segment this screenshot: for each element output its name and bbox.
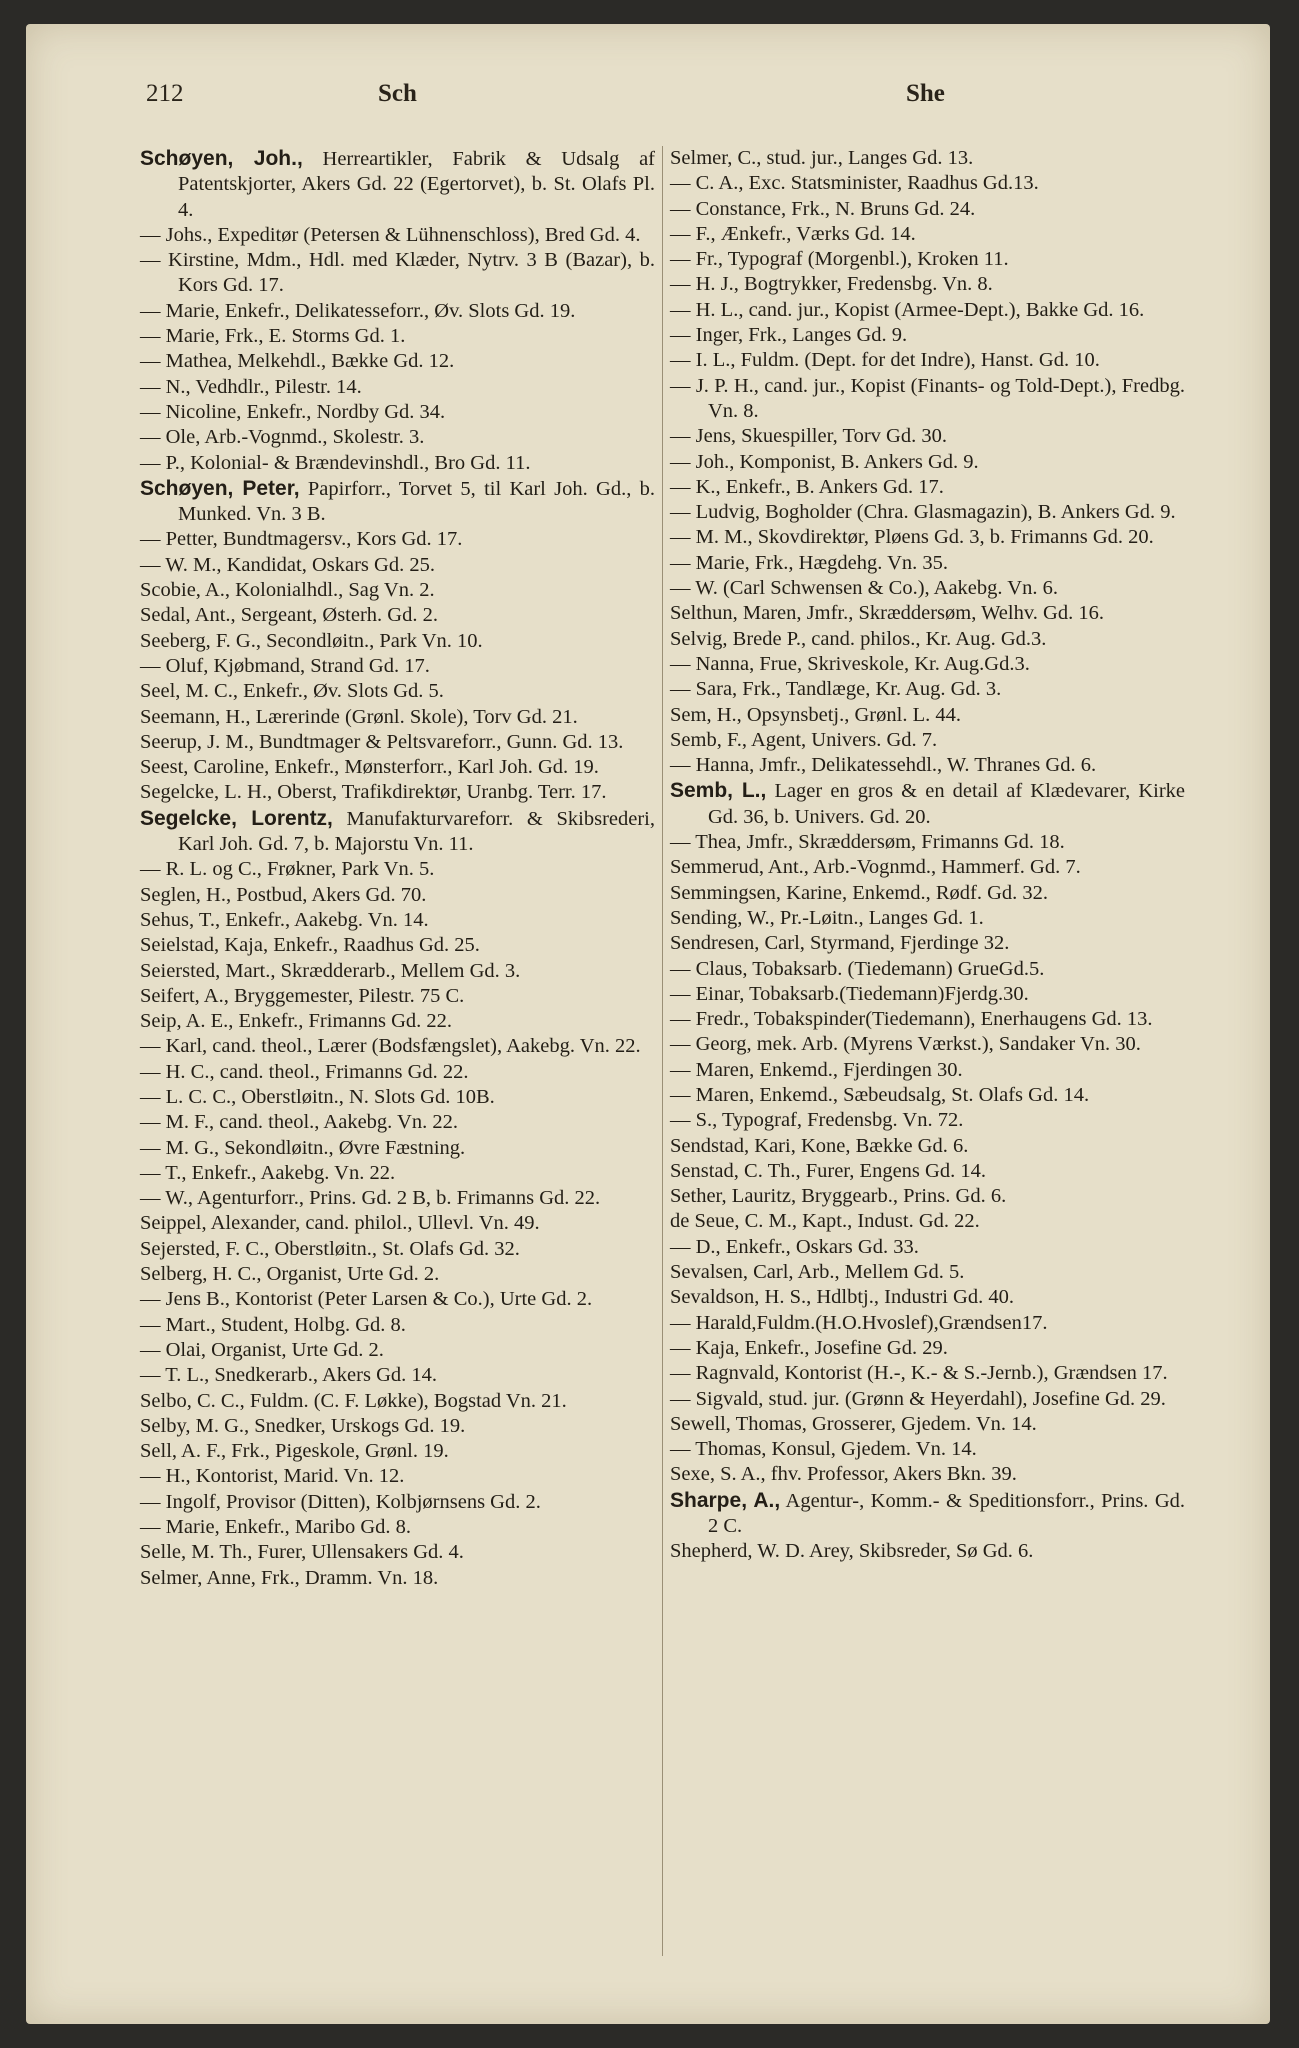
directory-entry bbox=[670, 1108, 1185, 1133]
entry-bold-name: Schøyen, Peter, bbox=[140, 476, 300, 500]
entry-text: — Einar, Tobaksarb.(Tiedemann)Fjerdg.30. bbox=[670, 982, 1029, 1005]
directory-entry bbox=[670, 1083, 1185, 1108]
directory-entry bbox=[140, 1515, 655, 1540]
entry-text: Seippel, Alexander, cand. philol., Ullevl. Vn. 49. bbox=[140, 1212, 540, 1235]
directory-entry bbox=[670, 247, 1185, 272]
entry-text: — M. G., Sekondløitn., Øvre Fæstning. bbox=[140, 1136, 466, 1159]
entry-text: — W. M., Kandidat, Oskars Gd. 25. bbox=[140, 553, 435, 576]
entry-text: — Mathea, Melkehdl., Bække Gd. 12. bbox=[140, 350, 455, 373]
entry-text: — Oluf, Kjøbmand, Strand Gd. 17. bbox=[140, 654, 430, 677]
entry-bold-name: Schøyen, Joh., bbox=[140, 147, 303, 170]
entry-text: Lager en gros & en detail af Klædevarer, Kirke Gd. 36, b. Univers. Gd. 20. bbox=[708, 780, 1186, 828]
entry-text: — C. A., Exc. Statsminister, Raadhus Gd.13. bbox=[670, 172, 1039, 195]
directory-entry bbox=[670, 323, 1185, 348]
entry-text: Selthun, Maren, Jmfr., Skræddersøm, Welhv. Gd. 16. bbox=[670, 602, 1104, 625]
entry-text: — J. P. H., cand. jur., Kopist (Finants- og Told-Dept.), Fredbg. Vn. 8. bbox=[670, 374, 1185, 422]
directory-entry bbox=[140, 324, 655, 349]
directory-entry bbox=[670, 778, 1185, 830]
entry-text: — Fr., Typograf (Morgenbl.), Kroken 11. bbox=[670, 248, 1009, 271]
entry-text: Sendresen, Carl, Styrmand, Fjerdinge 32. bbox=[670, 932, 1010, 955]
directory-entry bbox=[670, 753, 1185, 778]
directory-entry bbox=[670, 703, 1185, 728]
directory-entry bbox=[140, 1490, 655, 1515]
directory-entry bbox=[140, 400, 655, 425]
entry-text: — M. M., Skovdirektør, Pløens Gd. 3, b. Frimanns Gd. 20. bbox=[670, 526, 1154, 549]
directory-entry bbox=[140, 806, 655, 858]
directory-entry bbox=[140, 223, 655, 248]
entry-text: Papirforr., Torvet 5, til Karl Joh. Gd., b. Munked. Vn. 3 B. bbox=[178, 477, 656, 526]
entry-text: Selby, M. G., Snedker, Urskogs Gd. 19. bbox=[140, 1414, 466, 1437]
entry-text: — S., Typograf, Fredensbg. Vn. 72. bbox=[670, 1109, 964, 1132]
entry-text: — Sigvald, stud. jur. (Grønn & Heyerdahl), Josefine Gd. 29. bbox=[670, 1387, 1166, 1410]
directory-entry bbox=[670, 1209, 1185, 1234]
directory-entry bbox=[670, 348, 1185, 373]
entry-text: — Thomas, Konsul, Gjedem. Vn. 14. bbox=[670, 1438, 977, 1461]
entry-text: Seemann, H., Lærerinde (Grønl. Skole), Torv Gd. 21. bbox=[140, 705, 578, 728]
entry-text: — Karl, cand. theol., Lærer (Bodsfængslet), Aakebg. Vn. 22. bbox=[140, 1035, 641, 1058]
entry-text: — Jens B., Kontorist (Peter Larsen & Co.), Urte Gd. 2. bbox=[140, 1288, 593, 1311]
directory-entry bbox=[140, 476, 655, 528]
directory-entry bbox=[140, 780, 655, 805]
directory-entry bbox=[670, 525, 1185, 550]
directory-entry bbox=[670, 1437, 1185, 1462]
entry-text: — Ragnvald, Kontorist (H.-, K.- & S.-Jernb.), Grændsen 17. bbox=[670, 1362, 1168, 1385]
directory-entry bbox=[140, 1338, 655, 1363]
entry-text: Sevaldson, H. S., Hdlbtj., Industri Gd. 40. bbox=[670, 1286, 1014, 1309]
directory-entry bbox=[140, 908, 655, 933]
directory-entry bbox=[670, 1539, 1185, 1564]
directory-entry bbox=[670, 576, 1185, 601]
entry-text: — W. (Carl Schwensen & Co.), Aakebg. Vn. 6. bbox=[670, 577, 1058, 600]
entry-text: Sexe, S. A., fhv. Professor, Akers Bkn. 39. bbox=[670, 1463, 1017, 1486]
entry-text: — Marie, Enkefr., Delikatesseforr., Øv. Slots Gd. 19. bbox=[140, 299, 576, 322]
directory-entry bbox=[140, 883, 655, 908]
directory-entry bbox=[140, 1389, 655, 1414]
directory-entry bbox=[670, 171, 1185, 196]
page-number: 212 bbox=[146, 80, 184, 107]
right-column bbox=[670, 146, 1185, 1565]
directory-entry bbox=[670, 1336, 1185, 1361]
directory-entry bbox=[140, 1464, 655, 1489]
directory-entry bbox=[140, 527, 655, 552]
directory-entry bbox=[670, 374, 1185, 425]
entry-text: — H., Kontorist, Marid. Vn. 12. bbox=[140, 1465, 405, 1488]
entry-text: — Thea, Jmfr., Skræddersøm, Frimanns Gd. 18. bbox=[670, 831, 1065, 854]
entry-bold-name: Semb, L., bbox=[670, 779, 767, 803]
entry-text: — T., Enkefr., Aakebg. Vn. 22. bbox=[140, 1161, 396, 1184]
entry-text: Agentur-, Komm.- & Speditionsforr., Prins. Gd. 2 C. bbox=[708, 1489, 1186, 1538]
directory-entry bbox=[140, 933, 655, 958]
entry-text: — Sara, Frk., Tandlæge, Kr. Aug. Gd. 3. bbox=[670, 678, 1002, 701]
column-divider bbox=[662, 146, 663, 1956]
entry-text: — H. C., cand. theol., Frimanns Gd. 22. bbox=[140, 1060, 469, 1083]
entry-text: — Nicoline, Enkefr., Nordby Gd. 34. bbox=[140, 400, 446, 423]
entry-text: Herreartikler, Fabrik & Udsalg af Patentskjorter, Akers Gd. 22 (Egertorvet), b. St. Olafs Pl. 4. bbox=[178, 148, 655, 221]
entry-text: Senstad, C. Th., Furer, Engens Gd. 14. bbox=[670, 1159, 986, 1182]
entry-text: — M. F., cand. theol., Aakebg. Vn. 22. bbox=[140, 1111, 458, 1134]
entry-text: — Ingolf, Provisor (Ditten), Kolbjørnsens Gd. 2. bbox=[140, 1490, 541, 1513]
entry-text: — Maren, Enkemd., Sæbeudsalg, St. Olafs Gd. 14. bbox=[670, 1083, 1090, 1106]
entry-text: — Olai, Organist, Urte Gd. 2. bbox=[140, 1338, 384, 1361]
directory-entry bbox=[140, 1136, 655, 1161]
entry-text: — Marie, Frk., E. Storms Gd. 1. bbox=[140, 325, 406, 348]
entry-text: Semmingsen, Karine, Enkemd., Rødf. Gd. 32. bbox=[670, 881, 1049, 904]
entry-text: — F., Ænkefr., Værks Gd. 14. bbox=[670, 222, 916, 245]
directory-entry bbox=[670, 1285, 1185, 1310]
entry-text: Selle, M. Th., Furer, Ullensakers Gd. 4. bbox=[140, 1541, 464, 1564]
entry-text: Seest, Caroline, Enkefr., Mønsterforr., Karl Joh. Gd. 19. bbox=[140, 756, 599, 779]
directory-entry bbox=[140, 146, 655, 223]
entry-text: — I. L., Fuldm. (Dept. for det Indre), Hanst. Gd. 10. bbox=[670, 349, 1100, 372]
directory-entry bbox=[140, 349, 655, 374]
entry-text: — Mart., Student, Holbg. Gd. 8. bbox=[140, 1313, 406, 1336]
directory-entry bbox=[140, 603, 655, 628]
entry-text: — P., Kolonial- & Brændevinshdl., Bro Gd. 11. bbox=[140, 451, 531, 474]
directory-entry bbox=[140, 578, 655, 603]
entry-text: — Ole, Arb.-Vognmd., Skolestr. 3. bbox=[140, 426, 425, 449]
entry-text: Seiersted, Mart., Skrædderarb., Mellem Gd. 3. bbox=[140, 959, 521, 982]
entry-text: — H. L., cand. jur., Kopist (Armee-Dept.), Bakke Gd. 16. bbox=[670, 298, 1145, 321]
directory-entry bbox=[670, 1260, 1185, 1285]
entry-text: — Hanna, Jmfr., Delikatessehdl., W. Thranes Gd. 6. bbox=[670, 754, 1097, 777]
entry-text: Seel, M. C., Enkefr., Øv. Slots Gd. 5. bbox=[140, 680, 444, 703]
directory-entry bbox=[140, 1161, 655, 1186]
entry-text: — Kaja, Enkefr., Josefine Gd. 29. bbox=[670, 1336, 948, 1359]
entry-text: Sehus, T., Enkefr., Aakebg. Vn. 14. bbox=[140, 908, 429, 931]
directory-entry bbox=[670, 627, 1185, 652]
directory-entry bbox=[670, 298, 1185, 323]
directory-entry bbox=[140, 1414, 655, 1439]
entry-text: Seielstad, Kaja, Enkefr., Raadhus Gd. 25. bbox=[140, 934, 480, 957]
entry-text: Selmer, Anne, Frk., Dramm. Vn. 18. bbox=[140, 1566, 439, 1589]
directory-entry bbox=[670, 197, 1185, 222]
entry-text: Semmerud, Ant., Arb.-Vognmd., Hammerf. Gd. 7. bbox=[670, 856, 1081, 879]
directory-entry bbox=[670, 957, 1185, 982]
entry-text: — Nanna, Frue, Skriveskole, Kr. Aug.Gd.3. bbox=[670, 652, 1030, 675]
entry-text: — W., Agenturforr., Prins. Gd. 2 B, b. Frimanns Gd. 22. bbox=[140, 1187, 601, 1210]
entry-text: Sell, A. F., Frk., Pigeskole, Grønl. 19. bbox=[140, 1440, 449, 1463]
entry-text: — Ludvig, Bogholder (Chra. Glasmagazin), B. Ankers Gd. 9. bbox=[670, 501, 1176, 524]
entry-text: Segelcke, L. H., Oberst, Trafikdirektør, Uranbg. Terr. 17. bbox=[140, 781, 607, 804]
directory-entry bbox=[140, 1110, 655, 1135]
entry-text: — Jens, Skuespiller, Torv Gd. 30. bbox=[670, 425, 947, 448]
entry-text: Seeberg, F. G., Secondløitn., Park Vn. 10. bbox=[140, 629, 483, 652]
directory-entry bbox=[140, 248, 655, 299]
directory-entry bbox=[140, 375, 655, 400]
entry-bold-name: Sharpe, A., bbox=[670, 1488, 781, 1512]
directory-entry bbox=[670, 1412, 1185, 1437]
directory-entry bbox=[140, 654, 655, 679]
directory-entry bbox=[140, 1439, 655, 1464]
directory-entry bbox=[140, 451, 655, 476]
directory-entry bbox=[140, 1009, 655, 1034]
directory-entry bbox=[670, 1387, 1185, 1412]
entry-text: — Inger, Frk., Langes Gd. 9. bbox=[670, 324, 908, 347]
directory-entry bbox=[670, 1488, 1185, 1540]
directory-entry bbox=[670, 1361, 1185, 1386]
entry-text: Sether, Lauritz, Bryggearb., Prins. Gd. 6. bbox=[670, 1185, 1007, 1208]
entry-text: Selmer, C., stud. jur., Langes Gd. 13. bbox=[670, 147, 974, 169]
entry-text: Manufakturvareforr. & Skibsrederi, Karl Joh. Gd. 7, b. Majorstu Vn. 11. bbox=[178, 807, 655, 856]
directory-entry bbox=[670, 1007, 1185, 1032]
entry-text: Sendstad, Kari, Kone, Bække Gd. 6. bbox=[670, 1134, 969, 1157]
directory-entry bbox=[140, 1540, 655, 1565]
directory-entry bbox=[670, 450, 1185, 475]
directory-entry bbox=[670, 931, 1185, 956]
entry-text: Sem, H., Opsynsbetj., Grønl. L. 44. bbox=[670, 703, 961, 726]
entry-text: Seifert, A., Bryggemester, Pilestr. 75 C. bbox=[140, 984, 465, 1007]
entry-text: Sewell, Thomas, Grosserer, Gjedem. Vn. 14. bbox=[670, 1412, 1037, 1435]
directory-entry bbox=[140, 1085, 655, 1110]
directory-entry bbox=[670, 1159, 1185, 1184]
directory-entry bbox=[670, 652, 1185, 677]
directory-entry bbox=[670, 551, 1185, 576]
entry-text: Sejersted, F. C., Oberstløitn., St. Olafs Gd. 32. bbox=[140, 1237, 520, 1260]
entry-text: — D., Enkefr., Oskars Gd. 33. bbox=[670, 1235, 919, 1258]
directory-entry bbox=[670, 1235, 1185, 1260]
left-column bbox=[140, 146, 655, 1591]
directory-entry bbox=[670, 272, 1185, 297]
directory-entry bbox=[140, 705, 655, 730]
page-header bbox=[26, 80, 1270, 114]
entry-text: — Harald,Fuldm.(H.O.Hvoslef),Grændsen17. bbox=[670, 1311, 1048, 1334]
entry-text: — T. L., Snedkerarb., Akers Gd. 14. bbox=[140, 1364, 438, 1387]
entry-text: Sevalsen, Carl, Arb., Mellem Gd. 5. bbox=[670, 1261, 965, 1284]
directory-entry bbox=[670, 728, 1185, 753]
entry-text: Selvig, Brede P., cand. philos., Kr. Aug. Gd.3. bbox=[670, 627, 1047, 650]
entry-text: — N., Vedhdlr., Pilestr. 14. bbox=[140, 375, 362, 398]
entry-text: Seglen, H., Postbud, Akers Gd. 70. bbox=[140, 883, 427, 906]
directory-entry bbox=[140, 730, 655, 755]
directory-entry bbox=[140, 1313, 655, 1338]
entry-text: Selbo, C. C., Fuldm. (C. F. Løkke), Bogstad Vn. 21. bbox=[140, 1389, 567, 1412]
entry-text: Selberg, H. C., Organist, Urte Gd. 2. bbox=[140, 1263, 440, 1286]
entry-text: Sedal, Ant., Sergeant, Østerh. Gd. 2. bbox=[140, 604, 438, 627]
directory-entry bbox=[670, 424, 1185, 449]
entry-text: — Petter, Bundtmagersv., Kors Gd. 17. bbox=[140, 528, 463, 551]
directory-entry bbox=[140, 1186, 655, 1211]
directory-entry bbox=[140, 299, 655, 324]
directory-entry bbox=[670, 881, 1185, 906]
entry-text: — Marie, Frk., Hægdehg. Vn. 35. bbox=[670, 551, 949, 574]
entry-text: — Kirstine, Mdm., Hdl. med Klæder, Nytrv. 3 B (Bazar), b. Kors Gd. 17. bbox=[140, 249, 655, 297]
left-guide-word: Sch bbox=[378, 80, 417, 107]
directory-entry bbox=[140, 984, 655, 1009]
directory-entry bbox=[670, 1462, 1185, 1487]
directory-entry bbox=[670, 1032, 1185, 1057]
entry-text: Sending, W., Pr.-Løitn., Langes Gd. 1. bbox=[670, 906, 984, 929]
directory-entry bbox=[670, 830, 1185, 855]
directory-entry bbox=[140, 1034, 655, 1059]
entry-text: Shepherd, W. D. Arey, Skibsreder, Sø Gd. 6. bbox=[670, 1540, 1034, 1563]
entry-text: de Seue, C. M., Kapt., Indust. Gd. 22. bbox=[670, 1210, 980, 1233]
directory-entry bbox=[670, 1134, 1185, 1159]
directory-entry bbox=[670, 677, 1185, 702]
directory-entry bbox=[670, 475, 1185, 500]
directory-entry bbox=[140, 959, 655, 984]
entry-text: — Marie, Enkefr., Maribo Gd. 8. bbox=[140, 1516, 411, 1539]
entry-bold-name: Segelcke, Lorentz, bbox=[140, 806, 333, 830]
entry-text: Scobie, A., Kolonialhdl., Sag Vn. 2. bbox=[140, 579, 435, 602]
directory-entry bbox=[670, 1311, 1185, 1336]
directory-entry bbox=[140, 755, 655, 780]
directory-entry bbox=[670, 500, 1185, 525]
directory-entry bbox=[140, 1211, 655, 1236]
entry-text: Semb, F., Agent, Univers. Gd. 7. bbox=[670, 728, 938, 751]
directory-entry bbox=[140, 1287, 655, 1312]
entry-text: — L. C. C., Oberstløitn., N. Slots Gd. 10B. bbox=[140, 1085, 495, 1108]
directory-entry bbox=[140, 857, 655, 882]
directory-entry bbox=[140, 629, 655, 654]
entry-text: — Joh., Komponist, B. Ankers Gd. 9. bbox=[670, 450, 979, 473]
right-guide-word: She bbox=[906, 80, 945, 107]
directory-entry bbox=[670, 906, 1185, 931]
entry-text: — Fredr., Tobakspinder(Tiedemann), Enerhaugens Gd. 13. bbox=[670, 1008, 1153, 1031]
entry-text: — Johs., Expeditør (Petersen & Lühnenschloss), Bred Gd. 4. bbox=[140, 223, 641, 246]
directory-entry bbox=[670, 146, 1185, 171]
directory-entry bbox=[140, 679, 655, 704]
entry-text: — Georg, mek. Arb. (Myrens Værkst.), Sandaker Vn. 30. bbox=[670, 1033, 1141, 1056]
directory-entry bbox=[140, 1237, 655, 1262]
directory-entry bbox=[670, 222, 1185, 247]
directory-entry bbox=[670, 982, 1185, 1007]
entry-text: — H. J., Bogtrykker, Fredensbg. Vn. 8. bbox=[670, 273, 993, 296]
directory-entry bbox=[670, 601, 1185, 626]
directory-entry bbox=[670, 855, 1185, 880]
directory-entry bbox=[670, 1058, 1185, 1083]
directory-entry bbox=[140, 1363, 655, 1388]
entry-text: — R. L. og C., Frøkner, Park Vn. 5. bbox=[140, 858, 435, 881]
entry-text: — Maren, Enkemd., Fjerdingen 30. bbox=[670, 1058, 963, 1081]
directory-entry bbox=[670, 1184, 1185, 1209]
directory-page bbox=[26, 24, 1270, 2024]
directory-entry bbox=[140, 1262, 655, 1287]
entry-text: Seerup, J. M., Bundtmager & Peltsvareforr., Gunn. Gd. 13. bbox=[140, 730, 624, 753]
directory-entry bbox=[140, 1566, 655, 1591]
entry-text: — Claus, Tobaksarb. (Tiedemann) GrueGd.5. bbox=[670, 957, 1045, 980]
directory-entry bbox=[140, 1060, 655, 1085]
entry-text: — K., Enkefr., B. Ankers Gd. 17. bbox=[670, 475, 944, 498]
directory-entry bbox=[140, 425, 655, 450]
directory-entry bbox=[140, 553, 655, 578]
entry-text: Seip, A. E., Enkefr., Frimanns Gd. 22. bbox=[140, 1010, 453, 1033]
entry-text: — Constance, Frk., N. Bruns Gd. 24. bbox=[670, 197, 976, 220]
